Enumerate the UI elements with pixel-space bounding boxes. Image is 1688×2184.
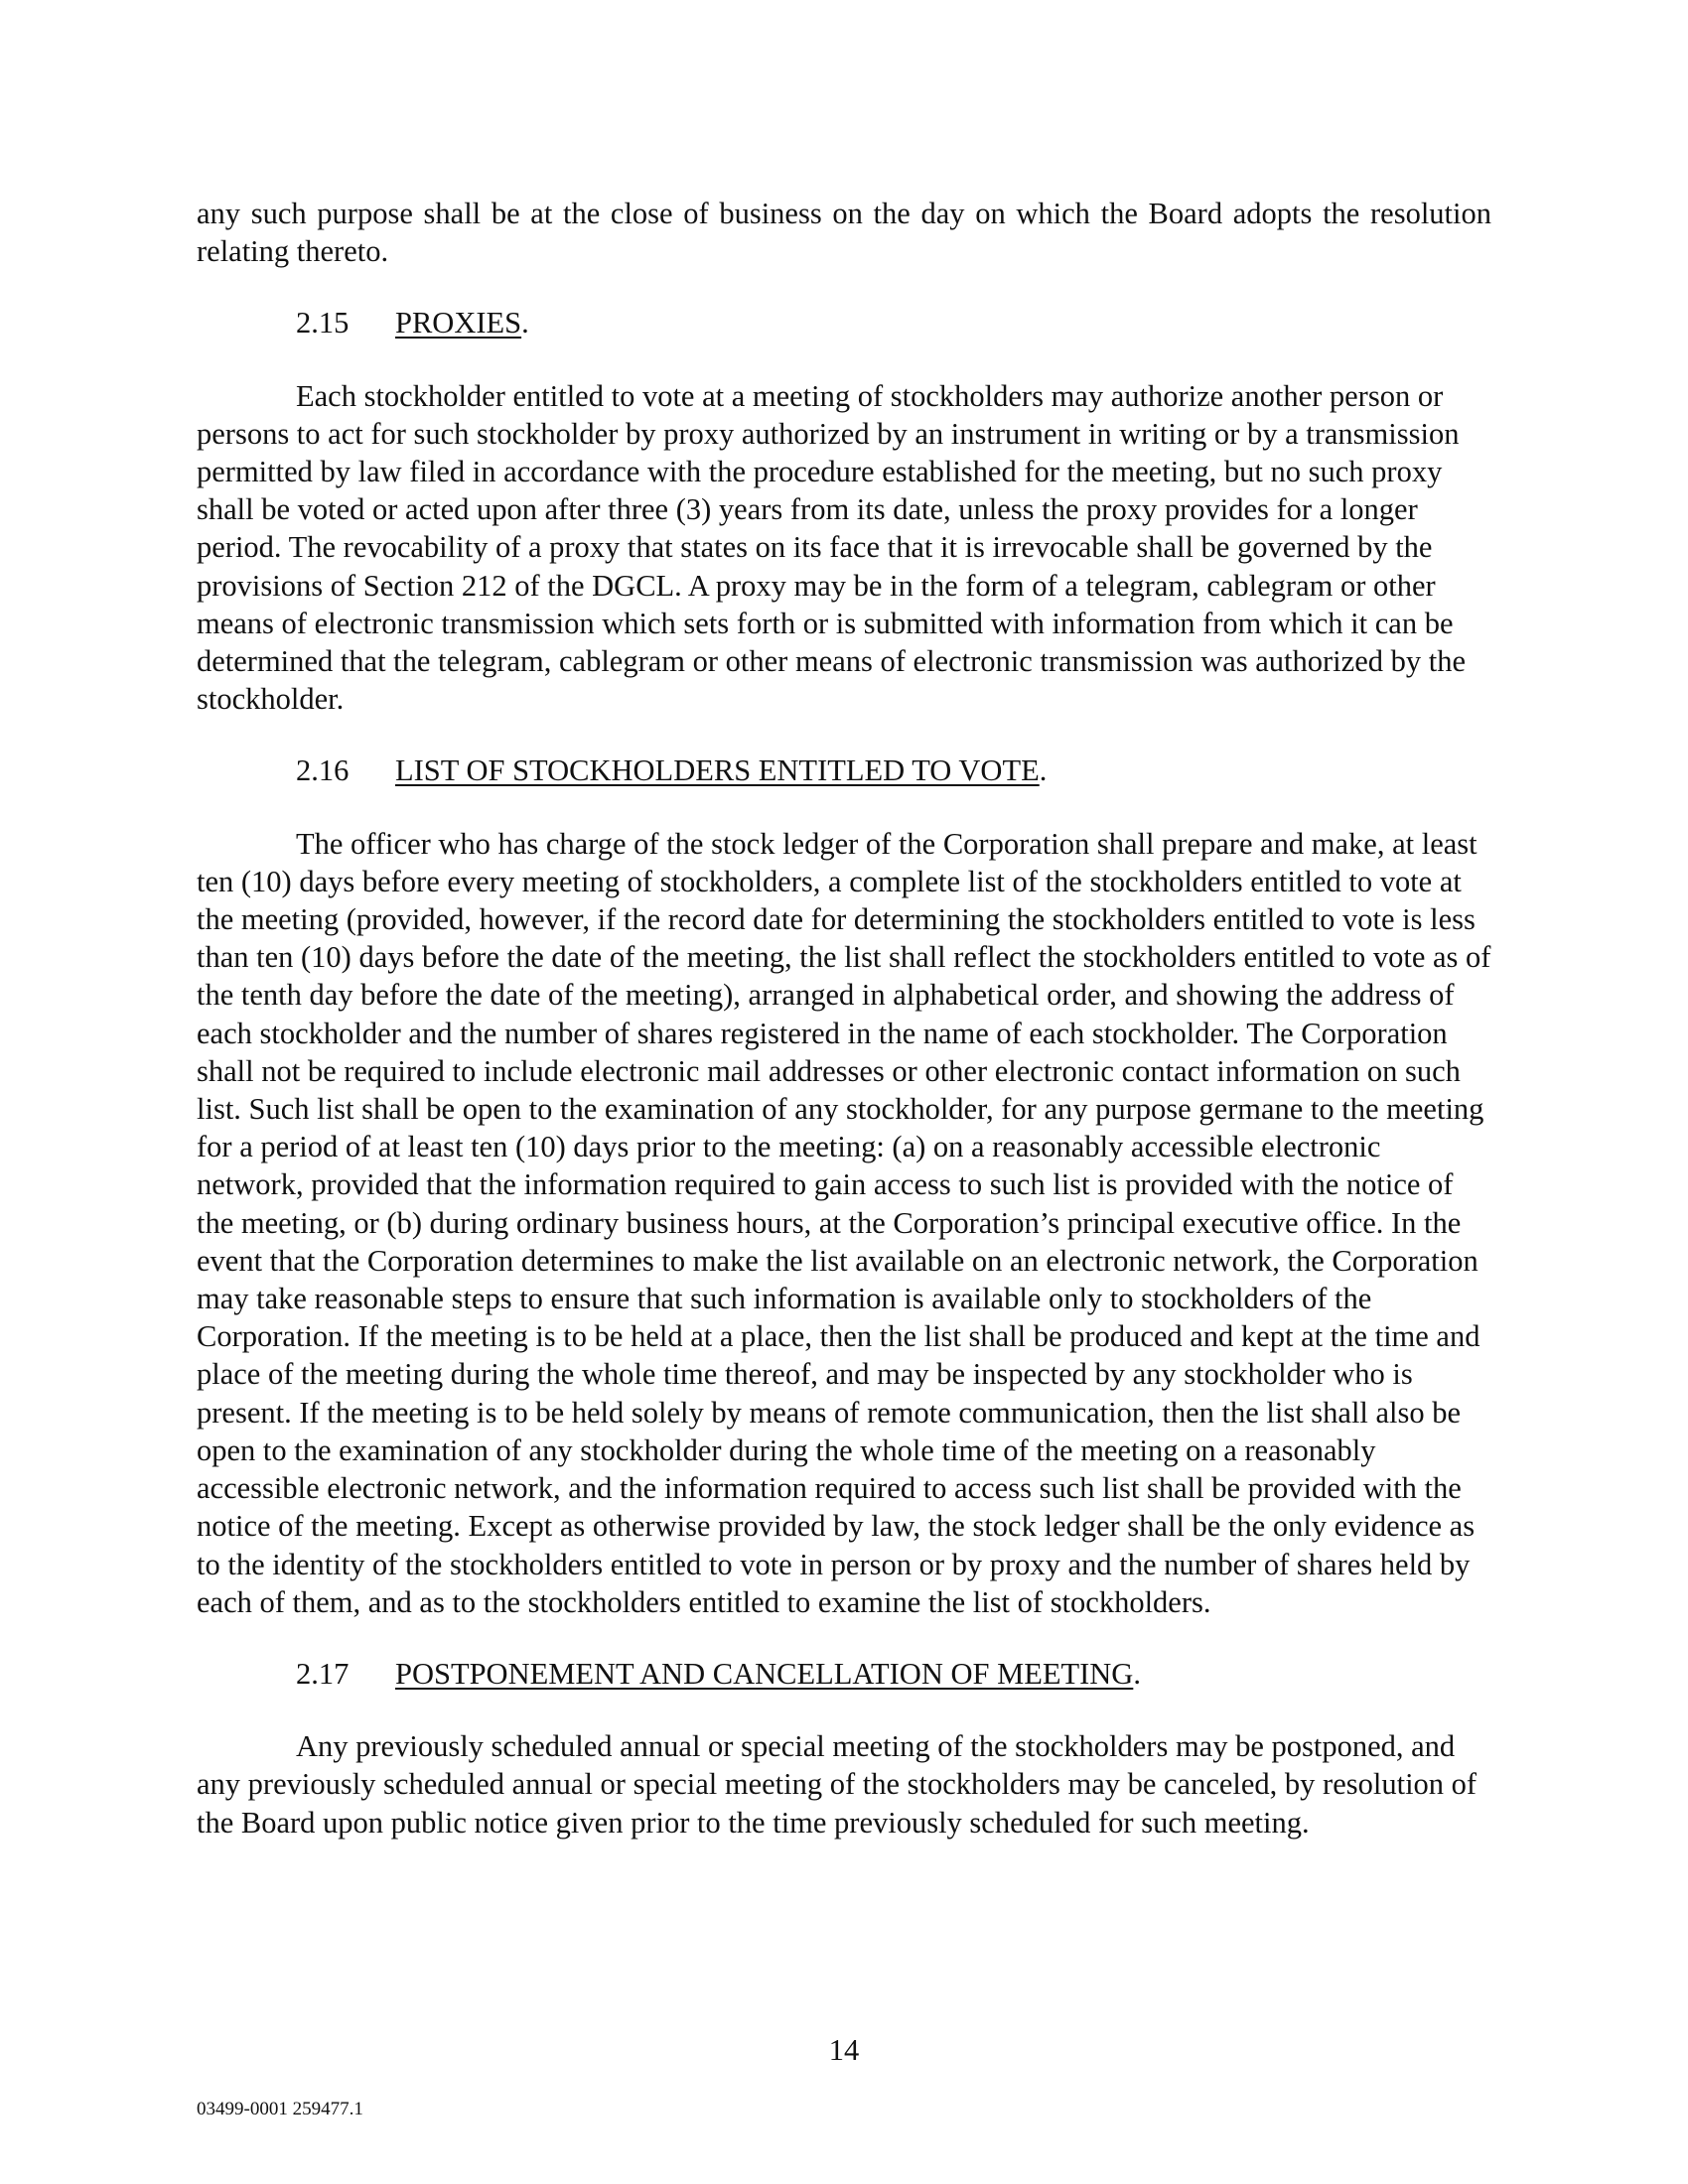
- heading-period: .: [521, 306, 529, 341]
- section-heading-2-15: [197, 304, 1491, 341]
- page-number: 14: [828, 2033, 860, 2067]
- heading-period: .: [1133, 1656, 1141, 1691]
- document-id: 03499-0001 259477.1: [197, 2099, 363, 2119]
- section-heading-2-16: [197, 751, 1491, 789]
- section-body-2-16: The officer who has charge of the stock ledger of the Corporation shall prepare and make, at least ten (10) days before every meeting of stockholders, a complete list of the stockholders entitled to vote at the meeting (provided, however, if the record date for determining the stockholders entitled to vote is less than ten (10) days before the date of the meeting, the list shall reflect the stockholders entitled to vote as of the tenth day before the date of the meeting), arranged in alphabetical order, and showing the address of each stockholder and the number of shares registered in the name of each stockholder. The Corporation shall not be required to include electronic mail addresses or other electronic contact information on such list. Such list shall be open to the examination of any stockholder, for any purpose germane to the meeting for a period of at least ten (10) days prior to the meeting: (a) on a reasonably accessible electronic network, provided that the information required to gain access to such list is provided with the notice of the meeting, or (b) during ordinary business hours, at the Corporation’s principal executive office. In the event that the Corporation determines to make the list available on an electronic network, the Corporation may take reasonable steps to ensure that such information is available only to stockholders of the Corporation. If the meeting is to be held at a place, then the list shall be produced and kept at the time and place of the meeting during the whole time thereof, and may be inspected by any stockholder who is present. If the meeting is to be held solely by means of remote communication, then the list shall also be open to the examination of any stockholder during the whole time of the meeting on a reasonably accessible electronic network, and the information required to access such list shall be provided with the notice of the meeting. Except as otherwise provided by law, the stock ledger shall be the only evidence as to the identity of the stockholders entitled to vote in person or by proxy and the number of shares held by each of them, and as to the stockholders entitled to examine the list of stockholders.: [197, 826, 1491, 1619]
- section-title: PROXIES: [395, 306, 522, 341]
- intro-paragraph: any such purpose shall be at the close of business on the day on which the Board adopts the resolution relating thereto.: [197, 197, 1491, 269]
- section-title: LIST OF STOCKHOLDERS ENTITLED TO VOTE: [395, 753, 1040, 788]
- section-heading-2-17: [197, 1655, 1491, 1693]
- section-body-2-15: Each stockholder entitled to vote at a meeting of stockholders may authorize another person or persons to act for such stockholder by proxy authorized by an instrument in writing or by a transmission permitted by law filed in accordance with the procedure established for the meeting, but no such proxy shall be voted or acted upon after three (3) years from its date, unless the proxy provides for a longer period. The revocability of a proxy that states on its face that it is irrevocable shall be governed by the provisions of Section 212 of the DGCL. A proxy may be in the form of a telegram, cablegram or other means of electronic transmission which sets forth or is submitted with information from which it can be determined that the telegram, cablegram or other means of electronic transmission was authorized by the stockholder.: [197, 378, 1466, 717]
- section-title: POSTPONEMENT AND CANCELLATION OF MEETING: [395, 1656, 1134, 1691]
- section-number: 2.17: [296, 1656, 350, 1691]
- heading-period: .: [1039, 753, 1048, 788]
- page-content: [197, 195, 1491, 1842]
- section-number: 2.15: [296, 306, 350, 341]
- section-number: 2.16: [296, 753, 350, 788]
- section-body-2-17: Any previously scheduled annual or special meeting of the stockholders may be postponed, and any previously scheduled annual or special meeting of the stockholders may be canceled, by resolution of the Board upon public notice given prior to the time previously scheduled for such meeting.: [197, 1729, 1477, 1840]
